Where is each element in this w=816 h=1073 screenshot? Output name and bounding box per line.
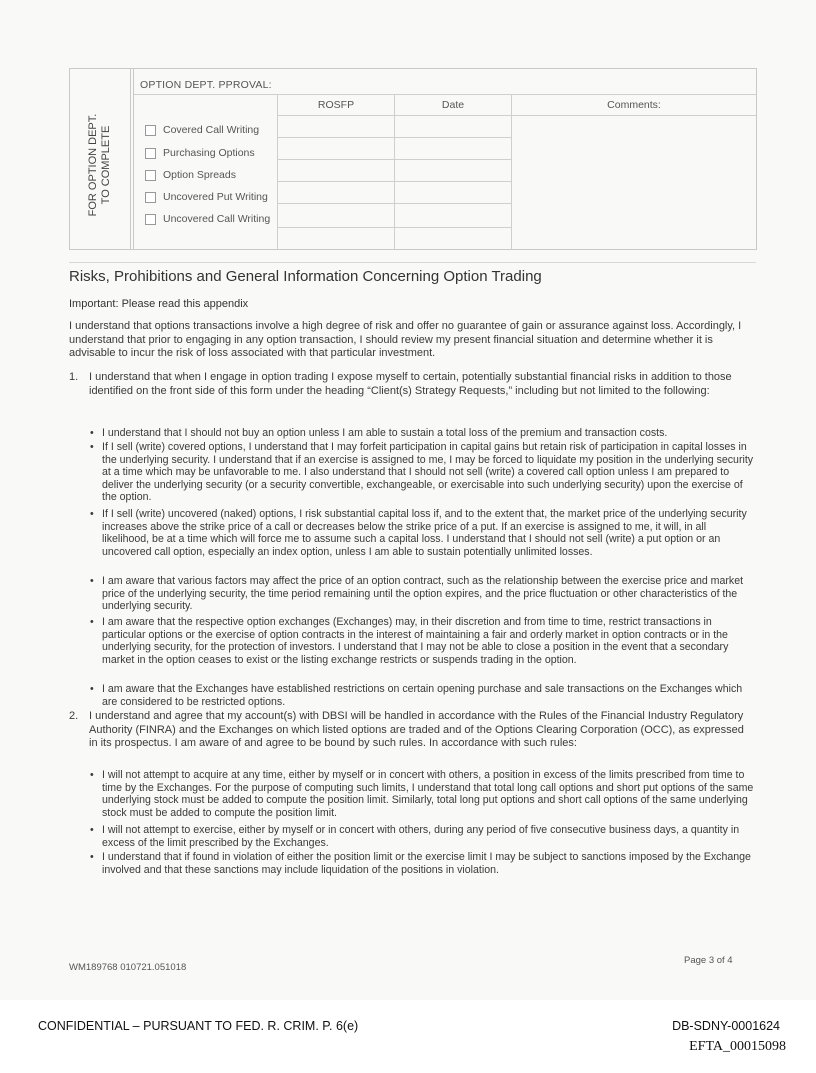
checkbox[interactable] bbox=[145, 214, 156, 225]
list-item bbox=[90, 616, 754, 666]
side-label-line2: TO COMPLETE bbox=[100, 125, 112, 205]
bullet-text: I will not attempt to acquire at any time, either by myself or in concert with others, a position in excess of the limits prescribed from time to time by the Exchanges. For the purpose of computing such limits, I understand that total long call options and short put options of the same underlying stock must be added to compute the position limit. Similarly, total long put options and short call options of the same underlying stock must be added to compute the position limit. bbox=[102, 769, 754, 819]
divider bbox=[133, 69, 134, 249]
bullet-text: I am aware that the Exchanges have established restrictions on certain opening purchase and sale transactions on the Exchanges which are considered to be restricted options. bbox=[102, 683, 743, 708]
bates-number: DB-SDNY-0001624 bbox=[672, 1019, 780, 1033]
important-note: Important: Please read this appendix bbox=[69, 298, 249, 310]
divider bbox=[278, 203, 511, 204]
option-uncovered-call-writing[interactable] bbox=[145, 213, 270, 225]
divider bbox=[278, 227, 511, 228]
list-item bbox=[90, 441, 754, 504]
list-item bbox=[90, 427, 754, 440]
divider bbox=[134, 94, 756, 95]
list-item bbox=[90, 824, 754, 849]
option-label: Option Spreads bbox=[163, 169, 236, 181]
item-number: 2. bbox=[69, 710, 79, 722]
bullet-text: I am aware that various factors may affect the price of an option contract, such as the relationship between the exercise price and market price of the underlying security, the time period remaining until the option expires, and the price fluctuation or other characteristics of the underlying security. bbox=[102, 575, 744, 613]
divider bbox=[394, 94, 395, 249]
option-uncovered-put-writing[interactable] bbox=[145, 191, 268, 203]
list-item bbox=[90, 851, 754, 876]
checkbox[interactable] bbox=[145, 192, 156, 203]
checkbox[interactable] bbox=[145, 148, 156, 159]
bullet-mark: • bbox=[90, 441, 94, 453]
divider bbox=[278, 181, 511, 182]
list-item bbox=[90, 683, 754, 708]
option-purchasing-options[interactable] bbox=[145, 147, 255, 159]
bullet-mark: • bbox=[90, 683, 94, 695]
column-header-comments: Comments: bbox=[607, 99, 661, 111]
numbered-item-1 bbox=[69, 371, 755, 398]
list-item bbox=[90, 508, 754, 558]
list-item bbox=[90, 575, 754, 613]
column-header-date: Date bbox=[441, 99, 465, 111]
bullet-text: If I sell (write) uncovered (naked) options, I risk substantial capital loss if, and to the extent that, the market price of the underlying security increases above the strike price of a call or decreases below the strike price of a put. If an exercise is assigned to me, it will, in all likelihood, be at a time which will force me to assume such a capital loss. I understand that I should not sell (write) a put option or an uncovered call option, especially an index option, unless I am able to sustain potentially unlimited losses. bbox=[102, 508, 747, 558]
bullet-mark: • bbox=[90, 616, 94, 628]
bullet-text: I understand that I should not buy an option unless I am able to sustain a total loss of the premium and transaction costs. bbox=[102, 427, 668, 439]
checkbox[interactable] bbox=[145, 125, 156, 136]
divider bbox=[278, 137, 511, 138]
option-covered-call-writing[interactable] bbox=[145, 124, 259, 136]
numbered-item-2 bbox=[69, 710, 755, 751]
bullet-mark: • bbox=[90, 427, 94, 439]
option-approval-table bbox=[69, 68, 757, 250]
divider bbox=[69, 262, 756, 263]
bullet-text: If I sell (write) covered options, I understand that I may forfeit participation in capital gains but retain risk of participation in capital losses in the underlying security. I understand that if an exercise is assigned to me, I may be forced to liquidate my position in the underlying security at a time which may be unfavorable to me. I also understand that I should not sell (write) a covered call option unless I am prepared to deliver the underlying security (or a security convertible, exchangeable, or exercisable into such underlying security) upon the exercise of the option. bbox=[102, 441, 754, 504]
divider bbox=[278, 159, 511, 160]
option-label: Uncovered Call Writing bbox=[163, 213, 271, 225]
option-label: Covered Call Writing bbox=[163, 124, 260, 136]
bates-number-secondary: EFTA_00015098 bbox=[689, 1039, 786, 1054]
bullet-mark: • bbox=[90, 575, 94, 587]
item-text: I understand that when I engage in option trading I expose myself to certain, potentially substantial financial risks in addition to those identified on the front side of this form under the heading “Client(s) Strategy Requests,” including but not limited to the following: bbox=[89, 371, 732, 397]
side-label-line1: FOR OPTION DEPT. bbox=[87, 113, 99, 217]
bullet-mark: • bbox=[90, 769, 94, 781]
bullet-mark: • bbox=[90, 824, 94, 836]
side-label bbox=[87, 95, 113, 235]
option-option-spreads[interactable] bbox=[145, 169, 236, 181]
column-header-rosfp: ROSFP bbox=[317, 99, 355, 111]
page-number: Page 3 of 4 bbox=[684, 955, 733, 966]
confidential-notice: CONFIDENTIAL – PURSUANT TO FED. R. CRIM. P. 6(e) bbox=[38, 1019, 359, 1033]
option-label: Uncovered Put Writing bbox=[163, 191, 268, 203]
side-label-cell bbox=[70, 69, 131, 249]
item-number: 1. bbox=[69, 371, 79, 383]
divider bbox=[277, 94, 278, 249]
bullet-mark: • bbox=[90, 508, 94, 520]
bullet-text: I will not attempt to exercise, either by myself or in concert with others, during any period of five consecutive business days, a quantity in excess of the limit prescribed by the Exchanges. bbox=[102, 824, 740, 849]
item-text: I understand and agree that my account(s) with DBSI will be handled in accordance with the Rules of the Financial Industry Regulatory Authority (FINRA) and the Exchanges on which listed options are traded and of the Options Clearing Corporation (OCC), as expressed in its prospectus. I am aware of and agree to be bound by such rules. In accordance with such rules: bbox=[89, 710, 744, 749]
intro-paragraph: I understand that options transactions involve a high degree of risk and offer no guarantee of gain or assurance against loss. Accordingly, I understand that prior to engaging in any option transaction, I should review my present financial situation and determine whether it is advisable to incur the risk of loss associated with that particular investment. bbox=[69, 320, 742, 359]
list-item bbox=[90, 769, 754, 819]
checkbox[interactable] bbox=[145, 170, 156, 181]
section-title: Risks, Prohibitions and General Information Concerning Option Trading bbox=[69, 268, 542, 285]
divider bbox=[511, 94, 512, 249]
option-label: Purchasing Options bbox=[163, 147, 255, 159]
approval-heading: OPTION DEPT. PPROVAL: bbox=[140, 79, 272, 91]
form-number: WM189768 010721.051018 bbox=[69, 962, 187, 973]
bullet-mark: • bbox=[90, 851, 94, 863]
bullet-text: I understand that if found in violation of either the position limit or the exercise limit I may be subject to sanctions imposed by the Exchange involved and that these sanctions may include liquidation of the positions in violation. bbox=[102, 851, 751, 876]
divider bbox=[278, 115, 756, 116]
bullet-text: I am aware that the respective option exchanges (Exchanges) may, in their discretion and from time to time, restrict transactions in particular options or the exercise of option contracts in the interest of maintaining a fair and orderly market in option contracts or in the underlying security, for the protection of investors. I understand that I may not be able to close a position in the event that a secondary market in the option ceases to exist or the listing exchange restricts or suspends trading in the option. bbox=[102, 616, 729, 666]
